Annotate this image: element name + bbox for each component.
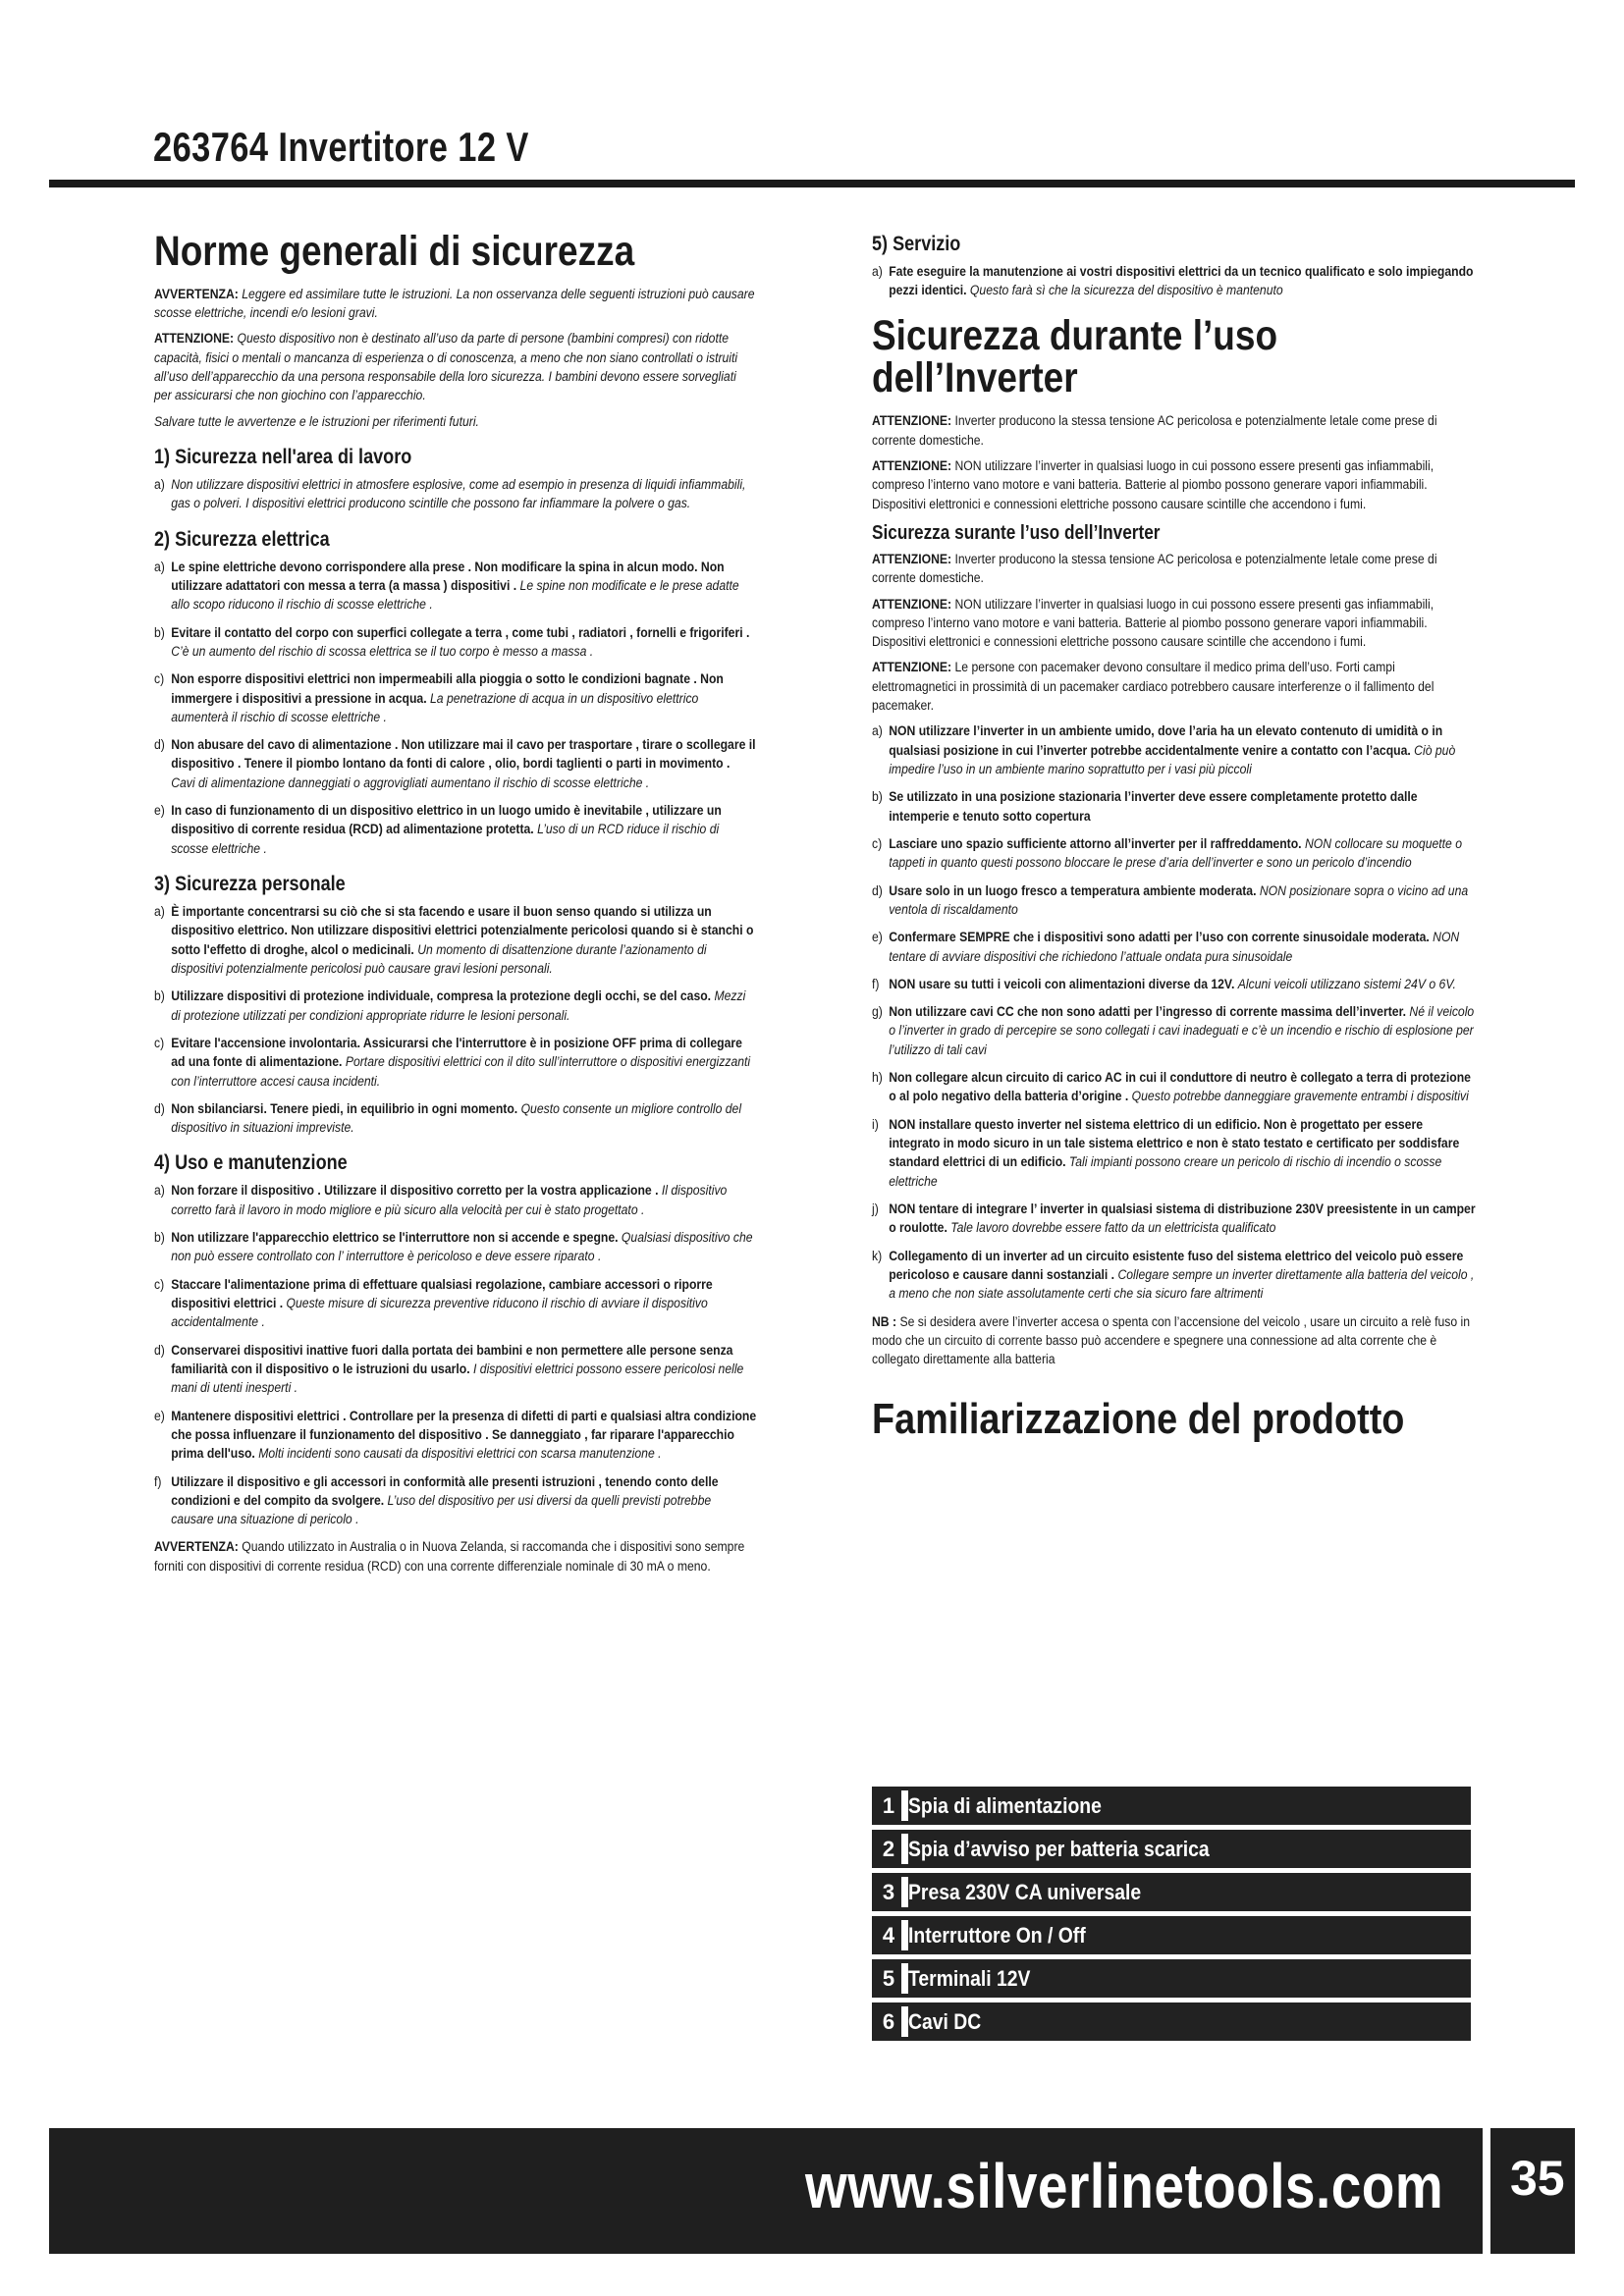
list-item: a) NON utilizzare l’inverter in un ambiente umido, dove l’aria ha un elevato contenuto di umidità o in qualsiasi posizione in cui l’inverter potrebbe accidentalmente venire a contatto con l’acqua. Ciò può impedire l’uso in un ambiente marino soprattutto per i vasi più piccoli [872,723,1456,778]
list-item: d) Non abusare del cavo di alimentazione . Non utilizzare mai il cavo per trasportare , tirare o scollegare il dispositivo . Tenere il piombo lontano da fonti di calore , olio, bordi taglienti o parti in movimento . Cavi di alimentazione danneggiati o aggrovigliati aumentano il rischio di scosse elettriche . [154,737,756,791]
heading-work-area-safety: 1) Sicurezza nell'area di lavoro [154,446,412,469]
heading-use-maintenance: 4) Uso e manutenzione [154,1151,348,1175]
list-item: b) Non utilizzare l'apparecchio elettrico se l'interruttore non si accende e spegne. Qualsiasi dispositivo che non può essere controllato con l’ interruttore è pericoloso e deve essere riparato . [154,1230,753,1265]
attention-paragraph: ATTENZIONE: Questo dispositivo non è destinato all’uso da parte di persone (bambini compresi) con ridotte capacità, fisici o mentali o mancanza di esperienza o di conoscenza, a meno che non siano controllati o istruiti all’uso dell’apparecchio da una persona responsabile della loro sicurezza. I bambini devono essere sorvegliati per assicurarsi che non giochino con l’apparecchio. [154,331,738,404]
familiarization-item [872,1830,1471,1868]
list-item: a) Le spine elettriche devono corrispondere alla prese . Non modificare la spina in alcun modo. Non utilizzare adattatori con messa a terra (a massa ) dispositivi . Le spine non modificate e le prese adatte allo scopo riducono il rischio di scosse elettriche . [154,559,739,614]
warning-paragraph: AVVERTENZA: Leggere ed assimilare tutte le istruzioni. La non osservanza delle seguenti istruzioni può causare scosse elettriche, incendi e/o lesioni gravi. [154,286,755,322]
list-item: j) NON tentare di integrare l’ inverter in qualsiasi sistema di distribuzione 230V preesistente in un camper o roulotte. Tale lavoro dovrebbe essere fatto da un elettricista qualificato [872,1201,1476,1237]
save-instructions-note: Salvare tutte le avvertenze e le istruzioni per riferimenti futuri. [154,413,479,430]
list-item: c) Staccare l'alimentazione prima di effettuare qualsiasi regolazione, cambiare accessori o riporre dispositivi elettrici . Queste misure di sicurezza preventive riducono il rischio di avviare il dispositivo accidentalmente . [154,1276,713,1331]
familiarization-item [872,1873,1471,1911]
section-title-familiarization: Familiarizzazione del prodotto [872,1395,1405,1444]
list-inverter-rules [872,722,1477,1304]
left-column [154,228,758,1583]
list-item: e) In caso di funzionamento di un dispositivo elettrico in un luogo umido è inevitabile , utilizzare un dispositivo di corrente residua (RCD) ad alimentazione protetta. L’uso di un RCD riduce il rischio di scosse elettriche . [154,803,722,857]
item-number: 1 [882,1793,895,1818]
heading-electrical-safety: 2) Sicurezza elettrica [154,527,330,551]
list-item: h) Non collegare alcun circuito di carico AC in cui il conduttore di neutro è collegato a terra di protezione o al polo negativo della batteria d’origine . Questo potrebbe danneggiare gravemente entrambi i dispositivi [872,1070,1471,1105]
item-number: 4 [882,1923,895,1948]
list-item: f) NON usare su tutti i veicoli con alimentazioni diverse da 12V. Alcuni veicoli utilizzano sistemi 24V o 6V. [872,976,1456,992]
footer-website-link[interactable]: www.silverlinetools.com [805,2151,1444,2221]
page-number: 35 [1510,2151,1565,2206]
subheading-inverter-safety: Sicurezza surante l’uso dell’Inverter [872,521,1161,544]
australia-warning: AVVERTENZA: Quando utilizzato in Australia o in Nuova Zelanda, si raccomanda che i dispositivi sono sempre forniti con dispositivi di corrente residua (RCD) con una corrente differenziale nominale di 30 mA o meno. [154,1539,745,1575]
list-item: b) Se utilizzato in una posizione stazionaria l’inverter deve essere completamente protetto dalle intemperie e tenuto sotto copertura [872,789,1418,825]
list-item: a) Fate eseguire la manutenzione ai vostri dispositivi elettrici da un tecnico qualificato e solo impiegando pezzi identici. Questo farà sì che la sicurezza del dispositivo è mantenuto [872,264,1474,299]
list-item: e) Confermare SEMPRE che i dispositivi sono adatti per l’uso con corrente sinusoidale moderata. NON tentare di avviare dispositivi che richiedono l’attuale ondata pura sinusoidale [872,930,1460,965]
list-item: a) Non forzare il dispositivo . Utilizzare il dispositivo corretto per la vostra applicazione . Il dispositivo corretto farà il lavoro in modo migliore e più sicuro alla velocità per cui è stato progettato . [154,1183,728,1218]
attention-paragraph: ATTENZIONE: Inverter producono la stessa tensione AC pericolosa e potenzialmente letale come prese di corrente domestiche. [872,413,1437,449]
list-item: i) NON installare questo inverter nel sistema elettrico di un edificio. Non è progettato per essere integrato in modo sicuro in un tale sistema elettrico e non è stato testato e certificato per soddisfare standard elettrici di un edificio. Tali impianti possono creare un pericolo di rischio di incendio o scosse elettriche [872,1116,1460,1190]
item-label: Terminali 12V [908,1966,1031,1991]
list-item: a) È importante concentrarsi su ciò che si sta facendo e usare il buon senso quando si utilizza un dispositivo elettrico. Non utilizzare dispositivi elettrici potenzialmente pericolosi quando si è stanchi o sotto l'effetto di droghe, alcol o medicinali. Un momento di disattenzione durante l’azionamento di dispositivi potenzialmente pericolosi può causare gravi lesioni personali. [154,904,754,977]
familiarization-item [872,1787,1471,1825]
item-label: Interruttore On / Off [908,1923,1086,1948]
list-item: a) Non utilizzare dispositivi elettrici in atmosfere esplosive, come ad esempio in presenza di liquidi infiammabili, gas o polveri. I dispositivi elettrici producono scintille che possono far infiammare la polvere o gas. [154,477,746,512]
list-item: b) Utilizzare dispositivi di protezione individuale, compresa la protezione degli occhi, se del caso. Mezzi di protezione utilizzati per condizioni appropriate ridurre le lesioni personali. [154,988,746,1024]
section-title-inverter-safety: Sicurezza durante l’uso dell’Inverter [872,311,1278,402]
list-item: g) Non utilizzare cavi CC che non sono adatti per l’ingresso di corrente massima dell’inverter. Né il veicolo o l’inverter in grado di percepire se sono collegati i cavi inadeguati e c’è un incendio e rischio di esplosione per l’utilizzo di tali cavi [872,1004,1475,1058]
item-label: Spia di alimentazione [908,1793,1102,1818]
attention-paragraph: ATTENZIONE: Inverter producono la stessa tensione AC pericolosa e potenzialmente letale come prese di corrente domestiche. [872,551,1437,587]
item-label: Cavi DC [908,2009,982,2034]
list-item: d) Non sbilanciarsi. Tenere piedi, in equilibrio in ogni momento. Questo consente un migliore controllo del dispositivo in situazioni impreviste. [154,1100,742,1137]
section-title-general-safety: Norme generali di sicurezza [154,228,635,275]
item-separator [901,1920,908,1950]
item-separator [901,1834,908,1864]
list-item: d) Conservarei dispositivi inattive fuori dalla portata dei bambini e non permettere alle persone senza familiarità con il dispositivo o le istruzioni du usarlo. I dispositivi elettrici possono essere pericolosi nelle mani di utenti inesperti . [154,1342,744,1397]
list-item: f) Utilizzare il dispositivo e gli accessori in conformità alle presenti istruzioni , tenendo conto delle condizioni e del compito da svolgere. L’uso del dispositivo per usi diversi da quelli previsti potrebbe causare una situazione di pericolo . [154,1473,719,1528]
footer-divider [1483,2128,1490,2254]
nb-note: NB : Se si desidera avere l’inverter accesa o spenta con l’accensione del veicolo , usare un circuito a relè fuso in modo che un circuito di corrente basso può accendere e spegnere una connessione ad alta corrente che è collegato direttamente alla batteria [872,1313,1471,1368]
pacemaker-warning: ATTENZIONE: Le persone con pacemaker devono consultare il medico prima dell’uso. Forti campi elettromagnetici in prossimità di un pacemaker cardiaco potrebbero causare interferenze o il fallimento del pacemaker. [872,660,1435,715]
list-service [872,263,1477,301]
heading-service: 5) Servizio [872,233,961,255]
page-title: 263764 Invertitore 12 V [153,124,529,170]
list-item: k) Collegamento di un inverter ad un circuito esistente fuso del sistema elettrico del veicolo può essere pericoloso e causare danni sostanziali . Collegare sempre un inverter direttamente alla batteria del veicolo , a meno che non siate assolutamente certi che sia sicuro fare altrimenti [872,1248,1475,1303]
list-item: d) Usare solo in un luogo fresco a temperatura ambiente moderata. NON posizionare sopra o vicino ad una ventola di riscaldamento [872,882,1469,918]
item-label: Spia d’avviso per batteria scarica [908,1837,1210,1861]
familiarization-list [872,1787,1471,2046]
familiarization-item [872,2002,1471,2041]
list-work-area [154,476,757,514]
list-item: c) Non esporre dispositivi elettrici non impermeabili alla pioggia o sotto le condizioni bagnate . Non immergere i dispositivi a pressione in acqua. La penetrazione di acqua in un dispositivo elettrico aumenterà il rischio di scosse elettriche . [154,671,724,725]
item-separator [901,2006,908,2037]
right-column [872,231,1478,1458]
item-number: 5 [882,1966,895,1991]
list-personal [154,903,757,1138]
attention-paragraph: ATTENZIONE: NON utilizzare l’inverter in qualsiasi luogo in cui possono essere presenti gas infiammabili, compreso l’interno vano motore e vani batteria. Batterie al piombo possono generare vapori infiammabili. Dispositivi elettronici e connessioni elettriche possono causare scintille che accendono i fumi. [872,596,1435,651]
familiarization-item [872,1916,1471,1954]
item-label: Presa 230V CA universale [908,1880,1142,1904]
item-separator [901,1963,908,1994]
list-item: c) Evitare l'accensione involontaria. Assicurarsi che l'interruttore è in posizione OFF prima di collegare ad una fonte di alimentazione. Portare dispositivi elettrici con il dito sull’interruttore o dispositivi energizzanti con l’interruttore accesi causa incidenti. [154,1035,751,1090]
item-separator [901,1790,908,1821]
header-rule [49,180,1575,187]
attention-paragraph: ATTENZIONE: NON utilizzare l’inverter in qualsiasi luogo in cui possono essere presenti gas infiammabili, compreso l’interno vano motore e vani batteria. Batterie al piombo possono generare vapori infiammabili. Dispositivi elettronici e connessioni elettriche possono causare scintille che accendono i fumi. [872,457,1435,512]
item-number: 6 [882,2009,895,2034]
list-item: b) Evitare il contatto del corpo con superfici collegate a terra , come tubi , radiatori , fornelli e frigoriferi . C’è un aumento del rischio di scossa elettrica se il tuo corpo è messo a massa . [154,624,750,660]
familiarization-item [872,1959,1471,1998]
list-use-maintenance [154,1182,757,1529]
list-electrical [154,559,757,859]
item-number: 3 [882,1880,895,1904]
item-separator [901,1877,908,1907]
list-item: e) Mantenere dispositivi elettrici . Controllare per la presenza di difetti di parti e qualsiasi altra condizione che possa influenzare il funzionamento del dispositivo . Se danneggiato , far riparare l'apparecchio prima dell'uso. Molti incidenti sono causati da dispositivi elettrici con scarsa manutenzione . [154,1408,757,1463]
list-item: c) Lasciare uno spazio sufficiente attorno all’inverter per il raffreddamento. NON collocare su moquette o tappeti in quanto questi possono bloccare le prese d’aria dell’inverter e sono un pericolo d’incendio [872,835,1463,872]
item-number: 2 [882,1837,895,1861]
heading-personal-safety: 3) Sicurezza personale [154,873,346,896]
